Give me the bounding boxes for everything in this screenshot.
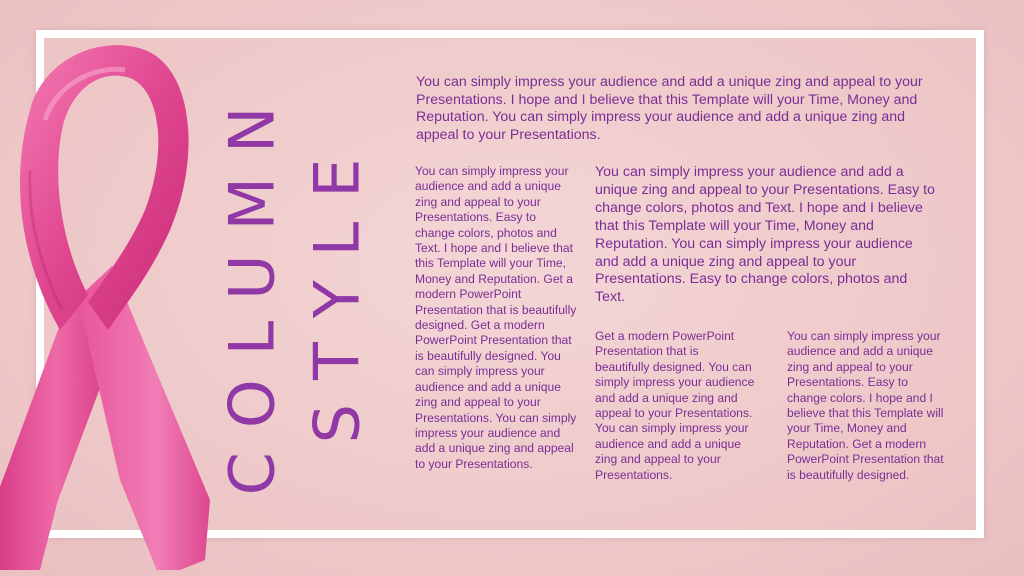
title-column-word xyxy=(217,58,287,520)
bottom-right-column-text: You can simply impress your audience and add a unique zing and appeal to your Presentations. Easy to change colors. I hope and I believe that this Template will your Time, Money and Reputation. Get a modern PowerPoint Presentation that is beautifully designed. xyxy=(787,329,944,482)
pink-ribbon-icon xyxy=(0,30,225,570)
left-column-text: You can simply impress your audience and add a unique zing and appeal to your Presentations. Easy to change colors, photos and Text. I hope and I believe that this Template will your Time, Money and Reputation. Get a modern PowerPoint Presentation that is beautifully designed. Get a modern PowerPoint Presentation that is beautifully designed. You can simply impress your audience and add a unique zing and appeal to your Presentations. You can simply impress your audience and add a unique zing and appeal to your Presentations. xyxy=(415,164,577,471)
title-style-word xyxy=(302,58,372,520)
title-text: COLUMN xyxy=(215,82,288,496)
bottom-left-column-text: Get a modern PowerPoint Presentation that is beautifully designed. You can simply impress your audience and add a unique zing and appeal to your Presentations. You can simply impress your audience and add a unique zing and appeal to your Presentations. xyxy=(595,329,755,482)
middle-column-text: You can simply impress your audience and add a unique zing and appeal to your Presentations. Easy to change colors, photos and Text. I hope and I believe that this Template will your Time, Money and Reputation. You can simply impress your audience and add a unique zing and appeal to your Presentations. Easy to change colors, photos and Text. xyxy=(595,164,935,306)
subtitle-text: STYLE xyxy=(300,134,374,444)
intro-paragraph: You can simply impress your audience and add a unique zing and appeal to your Presentations. I hope and I believe that this Template will your Time, Money and Reputation. You can simply impress your audience and add a unique zing and appeal to your Presentations. xyxy=(416,74,923,143)
